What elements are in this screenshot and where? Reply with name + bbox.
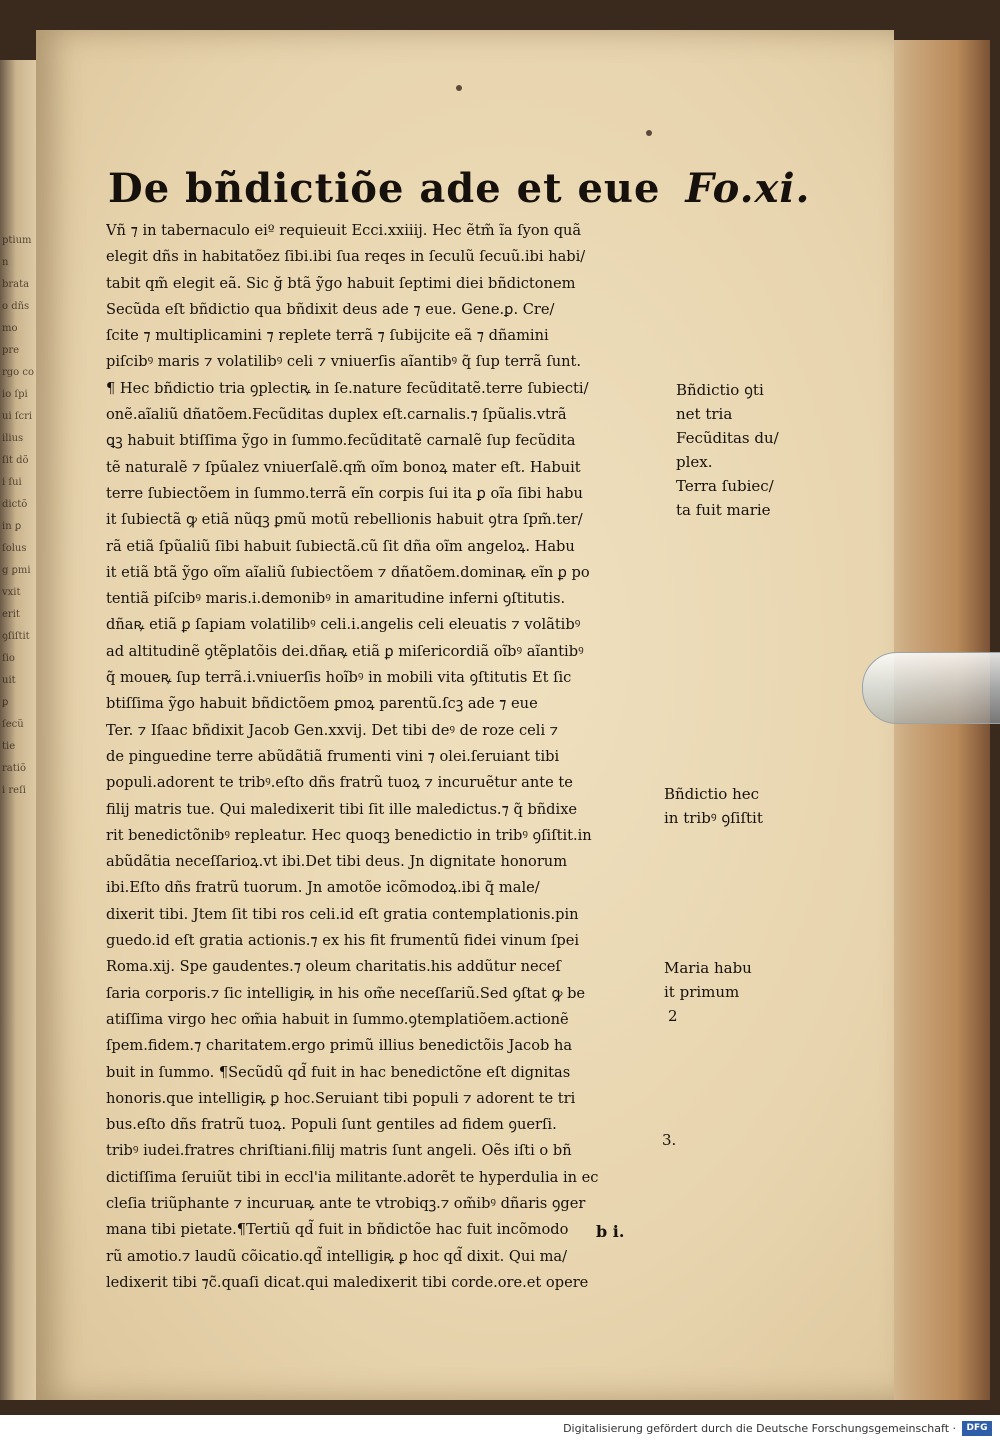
page-clip [862,652,1000,724]
text-line: btiſſima ỹgo habuit bñdictõem ꝑmoꝝ parentũ.ſcꝫ ade ⁊ eue [106,695,538,713]
heading-title: De bñdictiõe ade et eue [108,165,661,212]
text-line: dñaꝶ etiã ꝑ ſapiam volatilibꝰ celi.i.angelis celi eleuatis ⁊ volãtibꝰ [106,616,581,634]
text-line: ſcite ⁊ multiplicamini ⁊ replete terrã ⁊ ſubijcite eã ⁊ dñamini [106,327,549,345]
margin-note: it primum [664,983,740,1001]
text-line: honoris.que intelligiꝶ ꝑ hoc.Seruiant tibi populi ⁊ adorent te tri [106,1089,576,1107]
margin-note: plex. [676,453,713,471]
text-line: bus.eſto dñs fratrũ tuoꝝ. Populi ſunt gentiles ad fidem ꝯuerſi. [106,1116,557,1134]
paper-spot [646,130,652,136]
signature-mark: b i. [596,1222,625,1241]
text-line: rã etiã ſpũaliũ ſibi habuit ſubiectã.cũ ſit dña oĩm angeloꝝ. Habu [106,537,575,555]
left-page-edge [0,60,40,1400]
margin-note: Bñdictio hec [664,785,760,803]
margin-note: 2 [668,1007,678,1025]
text-line: q̃ moueꝶ ſup terrã.i.vniuerſis hoĩbꝰ in mobili vita ꝯſtitutis Et ſic [106,669,572,687]
folio-header: Fo.xi. [685,165,811,212]
text-line: tentiã piſcibꝰ maris.i.demonibꝰ in amaritudine inferni ꝯſtitutis. [106,590,566,608]
margin-note: Terra ſubiec/ [676,477,774,495]
text-line: Ter. ⁊ Iſaac bñdixit Jacob Gen.xxvij. Det tibi deꝰ de roze celi ⁊ [106,721,559,739]
text-line: it etiã btã ỹgo oĩm aĩaliũ ſubiectõem ⁊ dñatõem.dominaꝶ eĩn ꝑ po [106,563,590,581]
text-line: dixerit tibi. Jtem ſit tibi ros celi.id eſt gratia contemplationis.pin [106,905,579,923]
body-text [106,218,676,1296]
text-line: ¶ Hec bñdictio tria ꝯplectiꝶ in ſe.nature fecũditatẽ.terre ſubiecti/ [106,379,589,397]
text-line: ſaria corporis.⁊ ſic intelligiꝶ in his om̃e neceſſariũ.Sed ꝯſtat ꝙ be [106,984,586,1002]
text-line: ibi.Eſto dñs fratrũ tuorum. Jn amotõe icõmodoꝝ.ibi q̃ male/ [106,879,540,897]
text-line: populi.adorent te tribꝰ.eſto dñs fratrũ tuoꝝ ⁊ incuruẽtur ante te [106,774,573,792]
text-line: filij matris tue. Qui maledixerit tibi ſit ille maledictus.⁊ q̃ bñdixe [106,800,578,818]
text-line: Secũda eſt bñdictio qua bñdixit deus ade ⁊ eue. Gene.ꝑ. Cre/ [106,300,555,318]
text-line: Roma.xij. Spe gaudentes.⁊ oleum charitatis.his addũtur neceſ [106,958,561,976]
paper-spot [456,85,462,91]
text-line: dictiſſima ſeruiũt tibi in eccl'ia militante.adorẽt te hyperdulia in ec [106,1168,599,1186]
margin-note: 3. [662,1131,677,1149]
footer-bar [0,1415,1000,1443]
text-line: piſcibꝰ maris ⁊ volatilibꝰ celi ⁊ vniuerſis aĩantibꝰ q̃ ſup terrã ſunt. [106,353,582,371]
text-line: Vñ ⁊ in tabernaculo eiº requieuit Ecci.xxiiij. Hec ẽtm̃ ĩa ſyon quã [106,222,582,239]
margin-note: Maria habu [664,959,752,977]
text-line: guedo.id eſt gratia actionis.⁊ ex his fit frumentũ fidei vinum ſpei [106,932,579,950]
text-line: elegit dñs in habitatõez ſibi.ibi ſua reqes in ſeculũ ſecuũ.ibi habi/ [106,248,586,266]
page-heading [108,165,811,212]
text-line: rit benedictõnibꝰ repleatur. Hec quoqꝫ benedictio in tribꝰ ꝯſiſtit.in [106,826,592,844]
text-line: atiſſima virgo hec om̃ia habuit in ſummo.ꝯtemplatiõem.actionẽ [106,1010,569,1028]
text-line: abũdãtia neceſſarioꝝ.vt ibi.Det tibi deus. Jn dignitate honorum [106,853,568,871]
book-page [36,30,894,1400]
margin-note: Fecũditas du/ [676,429,779,447]
text-line: tẽ naturalẽ ⁊ ſpũalez vniuerſalẽ.qm̃ oĩm bonoꝝ mater eſt. Habuit [106,458,581,476]
dfg-logo[interactable]: DFG [962,1421,992,1436]
text-line: ꝗꝫ habuit btiſſima ỹgo in ſummo.fecũditatẽ carnalẽ ſup fecũdita [106,432,576,450]
margin-note: ta fuit marie [676,501,771,519]
margin-note: Bñdictio ꝯti [676,381,764,399]
left-page-fragment: ptium n brata o dñs mo pre rgo co io ſpi ui ſcri ilius ſit dõ i ſui dictõ in ꝑ ſolus g ꝑmi vxit erit ꝯſiſtit ſio uit ꝑ ſecũ tie ratiõ i reſi [2,235,35,796]
text-line: tabit qm̃ elegit eã. Sic ğ btã ỹgo habuit ſeptimi diei bñdictonem [106,274,576,292]
text-line: cleſia triũphante ⁊ incuruaꝶ ante te vtrobiqꝫ.⁊ om̃ibꝰ dñaris ꝯger [106,1194,586,1212]
text-line: rũ amotio.⁊ laudũ cõicatio.qd̃ intelligiꝶ ꝑ hoc qd̃ dixit. Qui ma/ [106,1247,568,1265]
text-line: it ſubiectã ꝙ etiã nũqꝫ ꝑmũ motũ rebellionis habuit ꝯtra ſpm̃.ter/ [106,511,583,529]
text-line: mana tibi pietate.¶Tertiũ qd̃ fuit in bñdictõe hac fuit incõmodo [106,1221,569,1239]
text-line: ad altitudinẽ ꝯtẽplatõis dei.dñaꝶ etiã ꝑ miſericordiã oĩbꝰ aĩantibꝰ [106,642,584,660]
text-line: de pinguedine terre abũdãtiã frumenti vini ⁊ olei.ſeruiant tibi [106,747,560,765]
text-line: tribꝰ iudei.fratres chriſtiani.filij matris ſunt angeli. Oẽs iſti o bñ [106,1142,572,1160]
margin-note: in tribꝰ ꝯſiſtit [664,809,763,827]
text-line: ſpem.fidem.⁊ charitatem.ergo primũ illius benedictõis Jacob ha [106,1037,573,1055]
text-line: ledixerit tibi ⁊c̃.quaſi dicat.qui maledixerit tibi corde.ore.et opere [106,1273,589,1291]
text-line: onẽ.aĩaliũ dñatõem.Fecũditas duplex eſt.carnalis.⁊ ſpũalis.vtrã [106,406,567,424]
text-line: buit in ſummo. ¶Secũdũ qd̃ fuit in hac benedictõne eſt dignitas [106,1063,571,1081]
text-line: terre ſubiectõem in ſummo.terrã eĩn corpis ſui ita ꝑ oĩa ſibi habu [106,484,583,502]
margin-note: net tria [676,405,733,423]
footer-credit: Digitalisierung gefördert durch die Deutsche Forschungsgemeinschaft · [563,1422,956,1435]
